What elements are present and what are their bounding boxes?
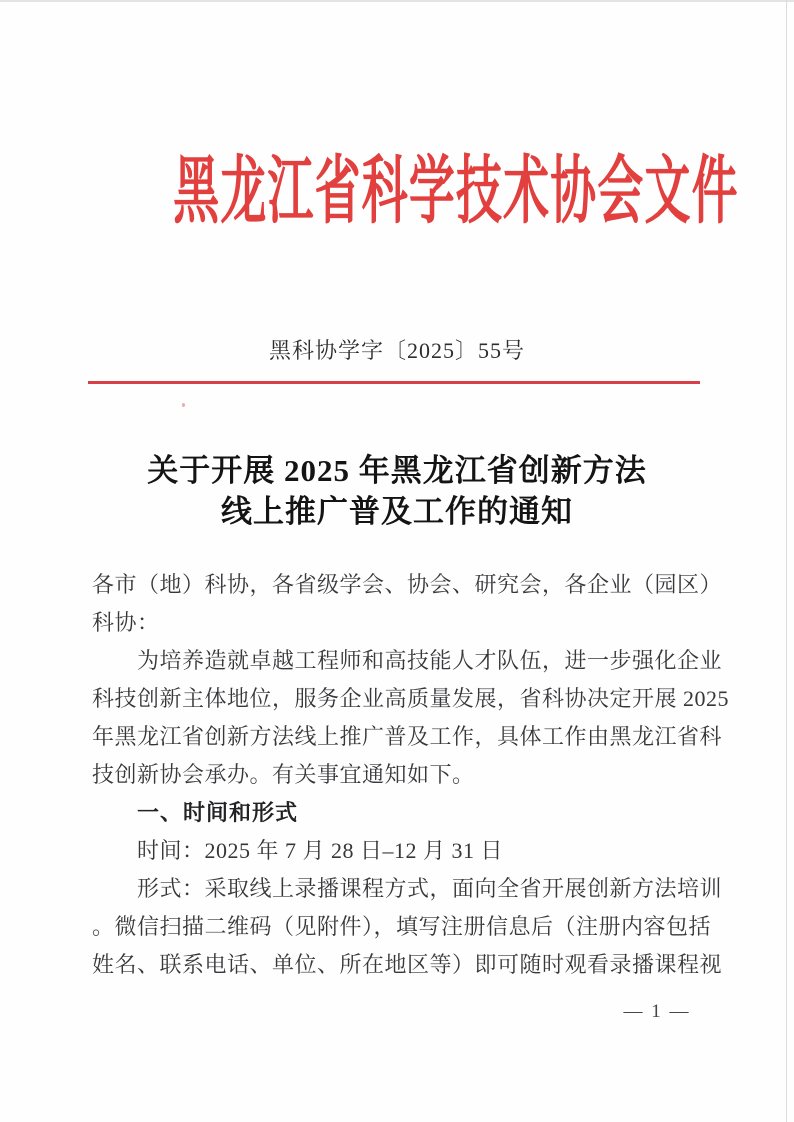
body-line-para1-4: 技创新协会承办。有关事宜通知如下。 — [92, 762, 475, 787]
body-line-para1-3: 年黑龙江省创新方法线上推广普及工作，具体工作由黑龙江省科 — [92, 724, 723, 749]
body-line-format-2: 。微信扫描二维码（见附件），填写注册信息后（注册内容包括 — [92, 914, 712, 939]
doc-number: 黑科协学字〔2025〕55号 — [268, 338, 525, 363]
doc-title-line1: 关于开展 2025 年黑龙江省创新方法 — [147, 453, 647, 488]
body-line-salutation-2: 科协： — [92, 610, 160, 635]
red-speck — [182, 403, 185, 407]
body-line-salutation-1: 各市（地）科协，各省级学会、协会、研究会，各企业（园区） — [92, 572, 723, 597]
org-title — [0, 142, 794, 242]
doc-title-line2: 线上推广普及工作的通知 — [221, 494, 573, 529]
body-line-para1-2: 科技创新主体地位，服务企业高质量发展，省科协决定开展 2025 — [92, 686, 730, 711]
doc-title — [0, 450, 794, 532]
doc-body — [92, 566, 730, 984]
body-line-para1-1: 为培养造就卓越工程师和高技能人才队伍，进一步强化企业 — [137, 648, 723, 673]
scan-edge-top — [0, 0, 794, 2]
red-divider — [88, 381, 700, 384]
org-title-text: 黑龙江省科学技术协会文件 — [173, 151, 739, 233]
body-line-time: 时间：2025 年 7 月 28 日–12 月 31 日 — [137, 838, 504, 863]
section-heading-1: 一、时间和形式 — [137, 800, 299, 825]
body-line-format-3: 姓名、联系电话、单位、所在地区等）即可随时观看录播课程视 — [92, 952, 723, 977]
body-line-format-1: 形式：采取线上录播课程方式，面向全省开展创新方法培训 — [137, 876, 723, 901]
page-number: — 1 — — [623, 1001, 691, 1022]
